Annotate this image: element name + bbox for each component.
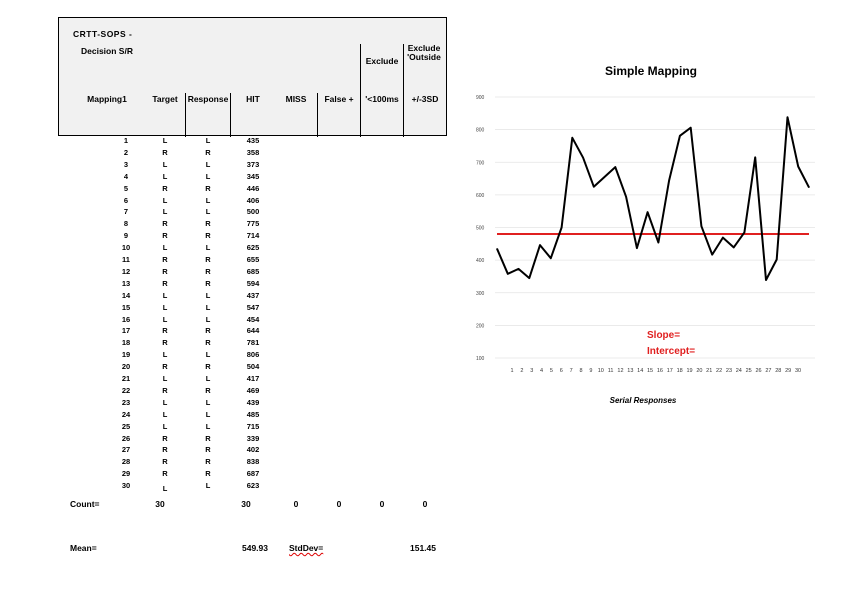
row-hit: 687	[246, 469, 260, 479]
row-response: R	[205, 433, 211, 443]
x-tick-label: 7	[569, 368, 573, 374]
row-response: L	[205, 243, 211, 253]
row-number: 21	[121, 374, 131, 383]
column-header-target: Target	[152, 94, 178, 104]
row-hit: 373	[246, 159, 260, 169]
row-hit: 417	[246, 374, 260, 383]
row-hit: 781	[246, 338, 260, 348]
row-target: L	[162, 484, 168, 494]
row-number: 23	[121, 397, 131, 407]
y-tick-label: 400	[476, 258, 485, 265]
row-number: 24	[121, 409, 131, 419]
row-target: L	[162, 195, 168, 205]
data-point	[647, 212, 648, 213]
row-hit: 345	[246, 171, 260, 181]
row-hit: 437	[246, 290, 260, 300]
row-hit: 435	[246, 136, 260, 145]
row-number: 15	[121, 302, 131, 312]
row-number: 7	[123, 207, 129, 217]
y-tick-label: 300	[476, 290, 485, 297]
x-tick-label: 26	[755, 368, 762, 374]
row-target: L	[162, 350, 168, 360]
row-response: L	[205, 171, 211, 181]
data-point	[722, 237, 723, 238]
column-header-miss: MISS	[285, 94, 307, 104]
series-line	[497, 117, 809, 280]
data-point	[701, 226, 702, 227]
row-response: R	[205, 469, 211, 479]
row-hit: 358	[246, 147, 260, 157]
data-point	[636, 247, 637, 248]
data-point	[658, 242, 659, 243]
count-label: Count=	[70, 499, 100, 509]
stddev-label: StdDev=	[289, 543, 324, 553]
x-axis-label: Serial Responses	[609, 396, 677, 405]
data-point	[690, 127, 691, 128]
x-tick-label: 14	[637, 368, 644, 374]
data-point	[539, 245, 540, 246]
sheet-subtitle: Decision S/R	[81, 46, 133, 56]
x-tick-label: 29	[785, 368, 792, 374]
row-response: R	[205, 445, 211, 455]
row-hit: 644	[246, 326, 260, 336]
row-target: R	[162, 457, 168, 467]
data-point	[733, 247, 734, 248]
data-point	[798, 166, 799, 167]
row-target: L	[162, 302, 168, 312]
row-response: R	[205, 362, 211, 372]
x-tick-label: 22	[716, 368, 723, 374]
row-number: 28	[121, 457, 131, 467]
row-number: 10	[121, 243, 131, 253]
x-tick-label: 30	[794, 368, 802, 374]
row-target: L	[162, 171, 168, 181]
row-hit: 594	[246, 278, 260, 288]
row-response: L	[205, 397, 211, 407]
series-points	[496, 117, 809, 281]
row-response: R	[205, 338, 211, 348]
row-hit: 715	[246, 421, 260, 431]
row-target: R	[162, 338, 168, 348]
data-point	[765, 279, 766, 280]
row-number: 3	[123, 159, 129, 169]
row-number: 17	[121, 326, 131, 336]
row-target: L	[162, 314, 168, 324]
row-number: 8	[123, 219, 129, 229]
row-response: L	[205, 314, 211, 324]
count-miss: 0	[293, 499, 299, 509]
x-tick-label: 16	[656, 368, 663, 374]
row-hit: 714	[246, 231, 260, 241]
x-tick-label: 11	[607, 368, 614, 374]
row-number: 26	[121, 433, 131, 443]
column-header-lt100: '<100ms	[365, 94, 399, 104]
row-response: R	[205, 266, 211, 276]
exclude-outside-header-2: 'Outside	[407, 52, 441, 62]
row-target: L	[162, 409, 168, 419]
exclude-header: Exclude	[365, 56, 399, 66]
row-response: R	[205, 183, 211, 193]
x-tick-label: 8	[579, 368, 583, 374]
x-tick-label: 12	[617, 368, 624, 374]
data-point	[755, 157, 756, 158]
row-target: R	[162, 255, 168, 264]
row-number: 25	[121, 421, 131, 431]
row-hit: 439	[246, 397, 260, 407]
x-tick-label: 15	[647, 368, 654, 374]
row-response: L	[205, 350, 211, 360]
row-number: 9	[123, 231, 129, 241]
x-tick-label: 21	[706, 368, 713, 374]
row-hit: 775	[246, 219, 260, 229]
row-number: 13	[121, 278, 131, 288]
chart-grid	[495, 97, 815, 358]
sheet-title: CRTT-SOPS -	[73, 29, 133, 39]
column-header-hit: HIT	[246, 94, 260, 104]
row-number: 27	[121, 445, 131, 455]
row-number: 4	[123, 171, 129, 181]
row-target: R	[162, 147, 168, 157]
row-number: 1	[123, 136, 129, 145]
row-target: R	[162, 326, 168, 336]
row-target: R	[162, 266, 168, 276]
row-target: R	[162, 362, 168, 372]
row-number: 12	[121, 266, 131, 276]
data-point	[582, 157, 583, 158]
row-response: L	[205, 159, 211, 169]
y-tick-label: 200	[476, 323, 485, 330]
slope-annotation: Slope=	[647, 330, 681, 341]
row-hit: 454	[246, 314, 260, 324]
row-target: R	[162, 433, 168, 443]
row-target: L	[162, 243, 168, 253]
row-response: L	[205, 302, 211, 312]
intercept-annotation: Intercept=	[647, 346, 696, 357]
data-point	[776, 259, 777, 260]
data-point	[679, 135, 680, 136]
row-target: R	[162, 445, 168, 455]
row-hit: 625	[246, 243, 260, 253]
x-tick-label: 17	[666, 368, 673, 374]
x-tick-label: 28	[775, 368, 782, 374]
data-point	[787, 117, 788, 118]
data-point	[808, 187, 809, 188]
row-response: R	[205, 147, 211, 157]
x-tick-label: 19	[686, 368, 693, 374]
row-hit: 446	[246, 183, 260, 193]
data-point	[550, 258, 551, 259]
x-tick-label: 1	[510, 368, 514, 374]
exclude-outside-header-1: Exclude	[407, 43, 441, 53]
x-tick-label: 6	[559, 368, 563, 374]
count-lt100: 0	[379, 499, 385, 509]
data-point	[604, 176, 605, 177]
row-response: R	[205, 219, 211, 229]
y-axis	[476, 95, 485, 362]
row-number: 29	[121, 469, 131, 479]
row-hit: 838	[246, 457, 260, 467]
x-tick-label: 20	[696, 368, 703, 374]
row-response: L	[205, 421, 211, 431]
row-response: R	[205, 255, 211, 264]
row-number: 11	[122, 255, 130, 264]
row-target: R	[162, 183, 168, 193]
x-tick-label: 18	[676, 368, 683, 374]
mean-value: 549.93	[242, 543, 268, 553]
row-response: R	[205, 326, 211, 336]
x-tick-label: 3	[530, 368, 534, 374]
row-hit: 485	[246, 409, 260, 419]
row-target: L	[162, 207, 168, 217]
x-tick-label: 10	[597, 368, 604, 374]
row-hit: 685	[246, 266, 260, 276]
x-tick-label: 13	[627, 368, 634, 374]
row-response: R	[205, 278, 211, 288]
row-response: L	[205, 481, 211, 491]
data-point	[615, 167, 616, 168]
row-number: 6	[123, 195, 129, 205]
column-header-3sd: +/-3SD	[411, 94, 439, 104]
row-number: 22	[121, 385, 131, 395]
y-tick-label: 500	[476, 225, 485, 232]
count-hit: 30	[241, 499, 251, 509]
row-target: L	[162, 374, 168, 383]
row-target: L	[162, 290, 168, 300]
column-header-response: Response	[187, 94, 229, 104]
row-target: R	[162, 469, 168, 479]
x-tick-label: 24	[735, 368, 742, 374]
data-point	[518, 268, 519, 269]
y-tick-label: 800	[476, 127, 485, 134]
x-axis	[510, 368, 801, 374]
row-number: 5	[123, 183, 129, 193]
y-tick-label: 600	[476, 192, 485, 199]
row-target: R	[162, 231, 168, 241]
row-response: L	[205, 207, 211, 217]
row-hit: 504	[246, 362, 260, 372]
data-point	[496, 248, 497, 249]
data-point	[572, 137, 573, 138]
x-tick-label: 5	[549, 368, 553, 374]
row-number: 30	[121, 481, 131, 491]
row-hit: 655	[246, 255, 260, 264]
row-response: R	[205, 457, 211, 467]
data-point	[712, 254, 713, 255]
data-point	[507, 273, 508, 274]
row-number: 16	[121, 314, 131, 324]
row-hit: 547	[246, 302, 260, 312]
chart-title: Simple Mapping	[604, 64, 698, 78]
column-header-false: False +	[324, 94, 354, 104]
row-number: 20	[121, 362, 131, 372]
row-number: 19	[121, 350, 131, 360]
row-response: R	[205, 231, 211, 241]
data-point	[669, 180, 670, 181]
row-hit: 339	[246, 433, 260, 443]
row-response: L	[205, 136, 211, 145]
mean-label: Mean=	[70, 543, 97, 553]
x-tick-label: 4	[540, 368, 544, 374]
row-response: L	[205, 195, 211, 205]
row-target: R	[162, 219, 168, 229]
x-tick-label: 23	[725, 368, 733, 374]
row-target: R	[162, 385, 168, 395]
data-point	[593, 186, 594, 187]
y-tick-label: 100	[476, 356, 485, 362]
x-tick-label: 9	[589, 368, 593, 374]
row-response: L	[205, 290, 211, 300]
row-target: R	[162, 278, 168, 288]
data-point	[561, 227, 562, 228]
row-hit: 806	[246, 350, 260, 360]
row-target: L	[162, 397, 168, 407]
row-hit: 469	[246, 385, 260, 395]
row-response: R	[205, 385, 211, 395]
stddev-value: 151.45	[410, 543, 436, 553]
row-hit: 500	[246, 207, 260, 217]
row-response: L	[205, 409, 211, 419]
x-tick-label: 25	[745, 368, 752, 374]
y-tick-label: 700	[476, 160, 485, 167]
x-tick-label: 27	[765, 368, 772, 374]
count-false: 0	[336, 499, 342, 509]
row-response: L	[205, 374, 211, 383]
count-target: 30	[155, 499, 165, 509]
row-hit: 406	[246, 195, 260, 205]
x-tick-label: 2	[520, 368, 524, 374]
row-target: L	[162, 421, 168, 431]
row-number: 2	[123, 147, 129, 157]
data-point	[529, 277, 530, 278]
column-header-mapping: Mapping1	[87, 94, 127, 104]
data-point	[744, 232, 745, 233]
row-number: 14	[121, 290, 131, 300]
row-hit: 623	[246, 481, 260, 491]
y-tick-label: 900	[476, 95, 485, 101]
row-target: L	[162, 159, 168, 169]
row-number: 18	[121, 338, 131, 348]
data-point	[626, 196, 627, 197]
row-hit: 402	[246, 445, 260, 455]
count-3sd: 0	[422, 499, 428, 509]
row-target: L	[162, 136, 168, 145]
